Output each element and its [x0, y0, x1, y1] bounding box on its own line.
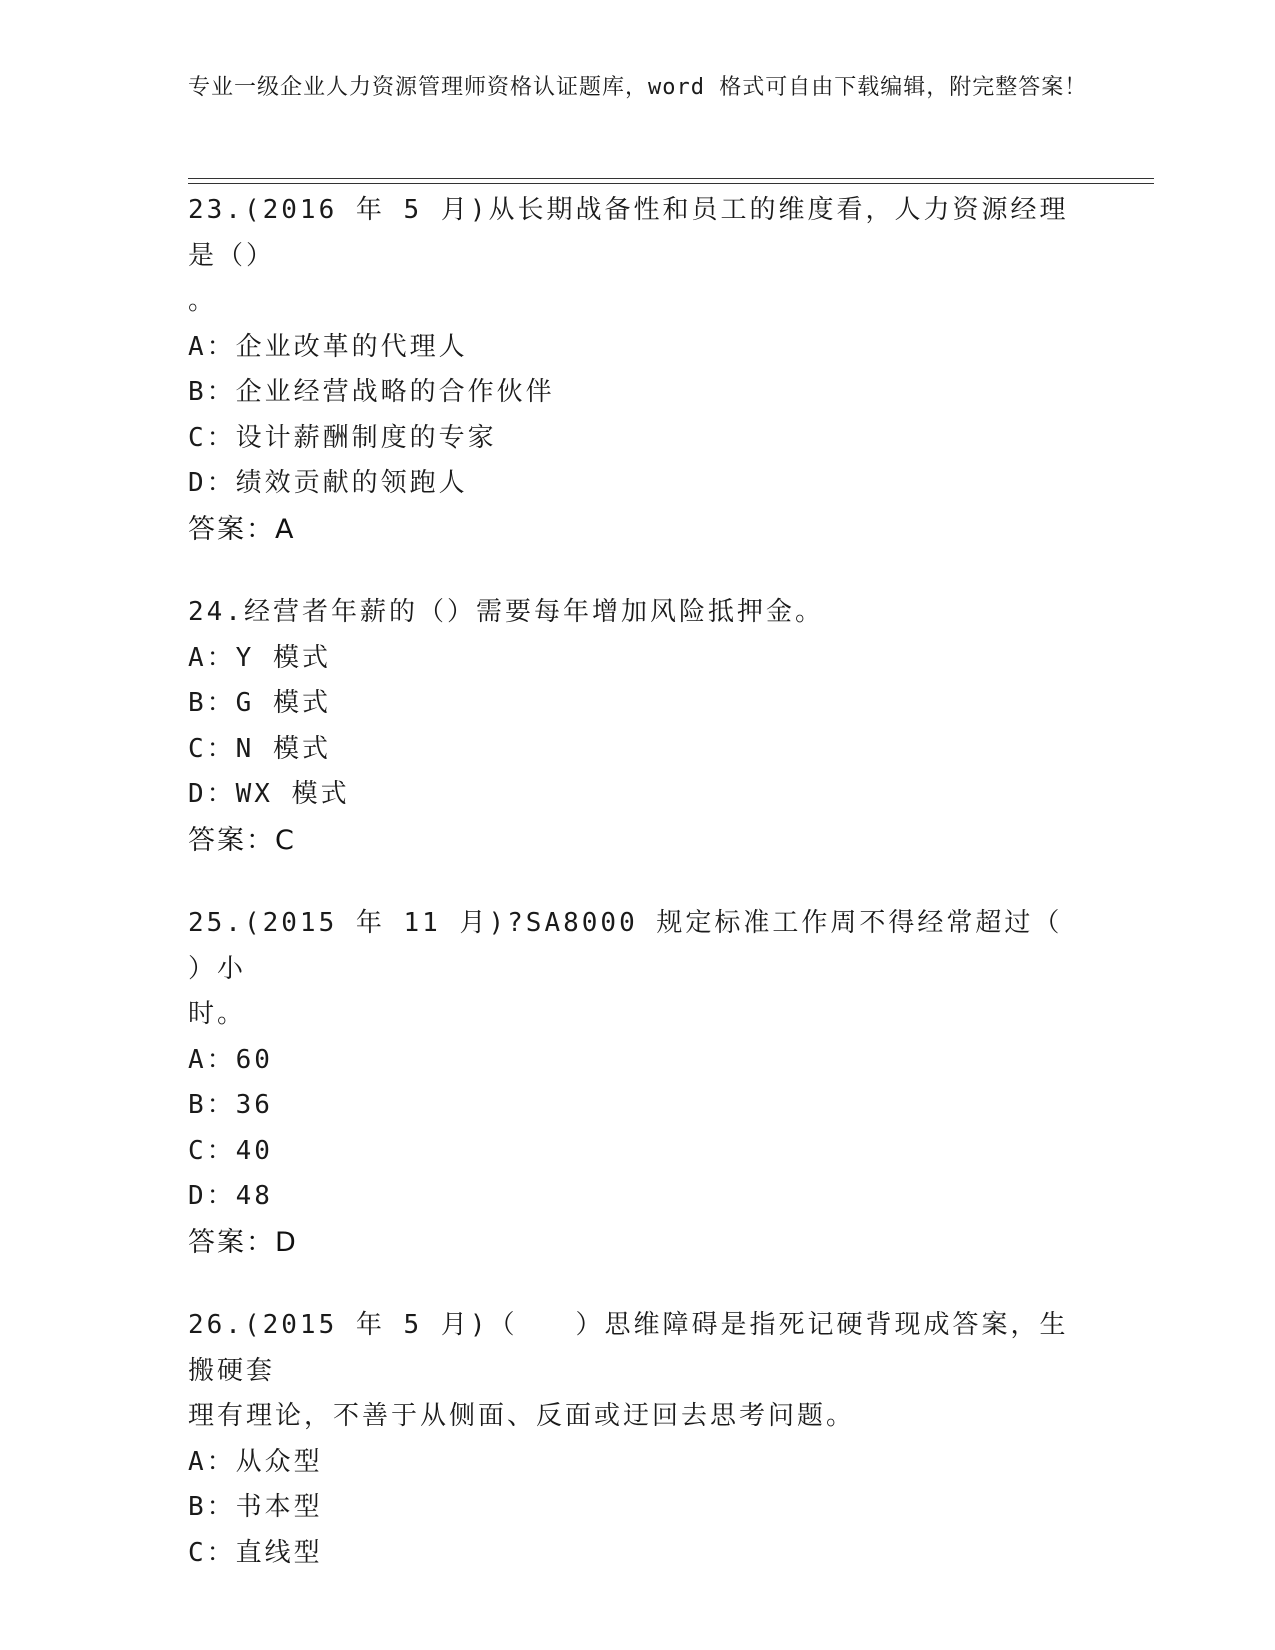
option-a: A：企业改革的代理人: [188, 331, 468, 362]
question-stem: 23.(2016 年 5 月)从长期战备性和员工的维度看，人力资源经理是（）: [188, 195, 1069, 271]
option-c: C：N 模式: [188, 733, 331, 764]
option-d: D：48: [188, 1181, 273, 1211]
header-divider-bottom: [188, 183, 1154, 184]
question-23: [188, 188, 1088, 552]
question-stem: 26.(2015 年 5 月)（ ）思维障碍是指死记硬背现成答案，生搬硬套: [188, 1310, 1069, 1386]
option-a: A：Y 模式: [188, 642, 331, 673]
option-d: D：WX 模式: [188, 779, 350, 809]
option-b: B：G 模式: [188, 688, 331, 718]
answer-line: 答案：C: [188, 824, 296, 856]
question-stem: 24.经营者年薪的（）需要每年增加风险抵押金。: [188, 597, 824, 627]
question-stem: 25.(2015 年 11 月)?SA8000 规定标准工作周不得经常超过（ ）小: [188, 908, 1121, 984]
document-header-note: 专业一级企业人力资源管理师资格认证题库，word 格式可自由下载编辑，附完整答案！: [188, 75, 1088, 100]
answer-line: 答案：A: [188, 513, 296, 545]
option-c: C：40: [188, 1135, 273, 1166]
question-stem: 。: [188, 286, 218, 316]
question-25: [188, 901, 1121, 1265]
answer-line: 答案：D: [188, 1226, 298, 1258]
option-b: B：36: [188, 1090, 273, 1120]
option-b: B：书本型: [188, 1492, 323, 1522]
option-a: A：60: [188, 1044, 273, 1075]
option-c: C：设计薪酬制度的专家: [188, 422, 497, 453]
header-divider-top: [188, 178, 1154, 179]
question-list: [188, 188, 1121, 1614]
option-c: C：直线型: [188, 1537, 323, 1568]
question-26: [188, 1303, 1088, 1576]
option-b: B：企业经营战略的合作伙伴: [188, 377, 555, 407]
option-d: D：绩效贡献的领跑人: [188, 468, 468, 498]
question-stem: 时。: [188, 999, 247, 1029]
question-24: [188, 590, 1088, 863]
question-stem: 理有理论，不善于从侧面、反面或迂回去思考问题。: [188, 1401, 856, 1431]
option-a: A：从众型: [188, 1446, 323, 1477]
